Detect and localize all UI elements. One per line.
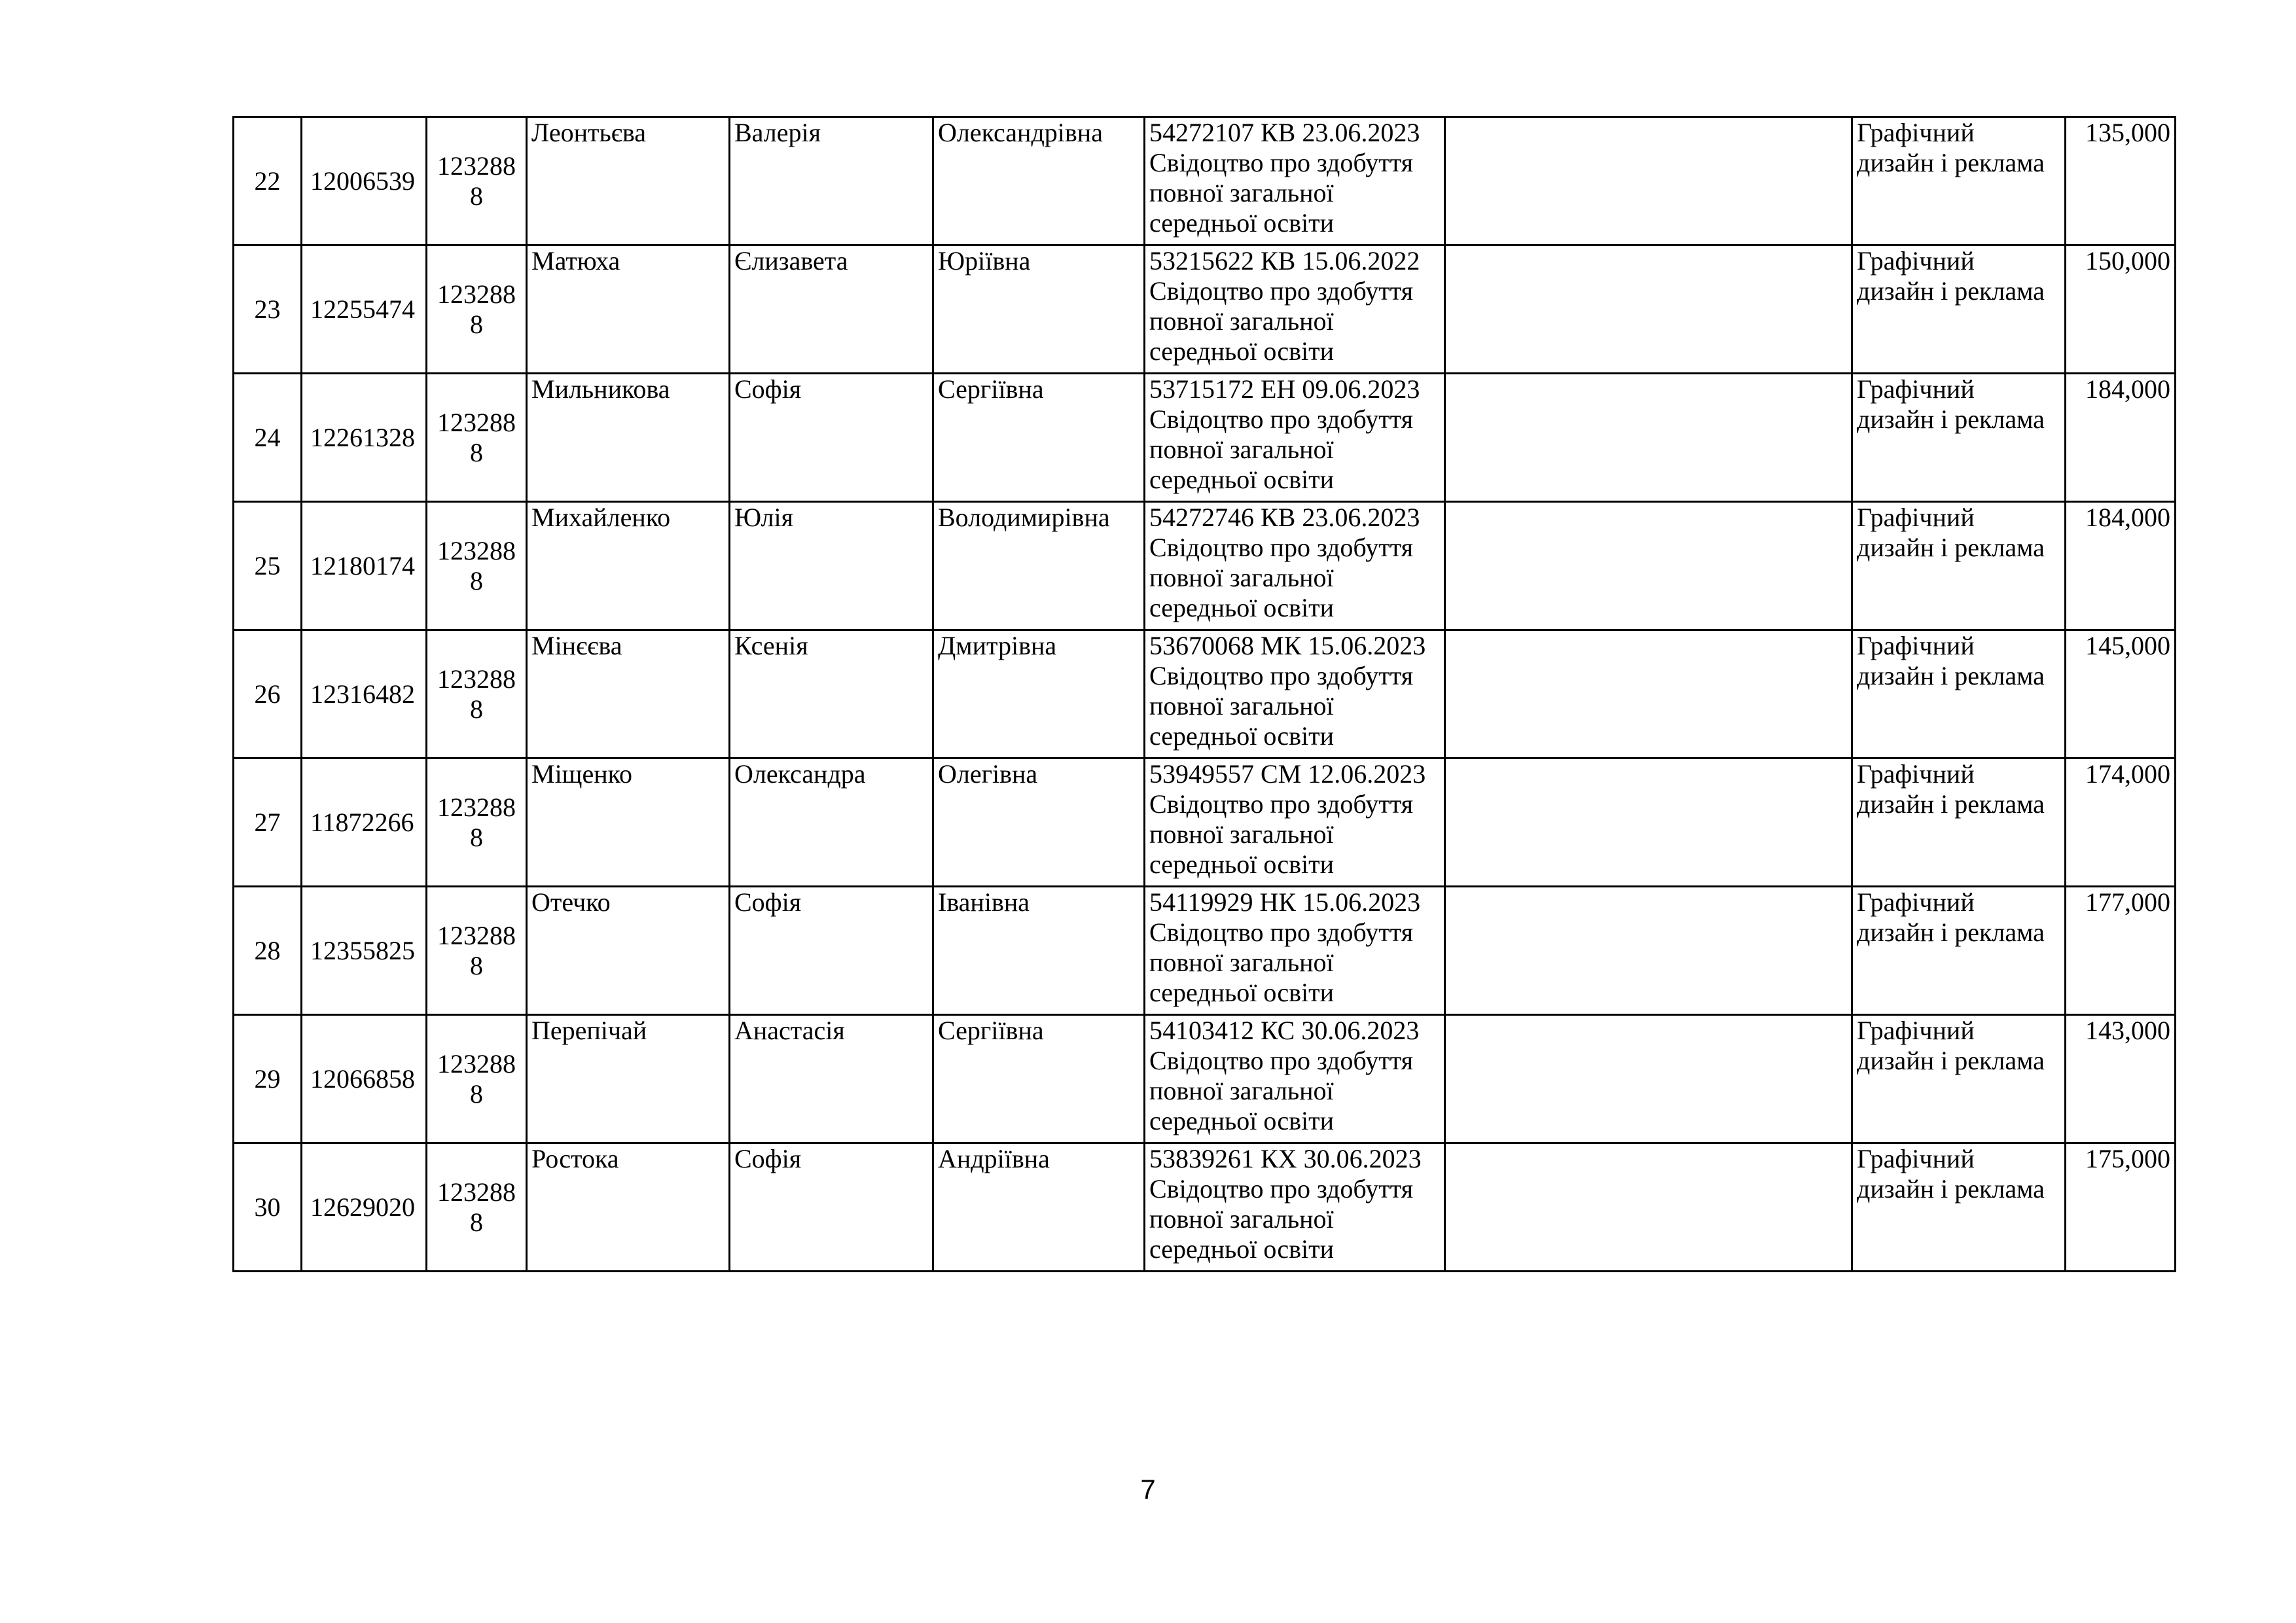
note-cell bbox=[1445, 117, 1852, 245]
program-code-cell bbox=[427, 374, 527, 502]
note-cell bbox=[1445, 245, 1852, 374]
patronymic-cell bbox=[933, 1015, 1145, 1143]
program-code-cell bbox=[427, 245, 527, 374]
specialty-cell bbox=[1852, 1015, 2066, 1143]
row-number-cell bbox=[234, 887, 302, 1015]
score-cell bbox=[2066, 887, 2176, 1015]
document-type-line: середньої освіти bbox=[1149, 593, 1334, 622]
surname-cell bbox=[527, 245, 730, 374]
first-name-cell bbox=[730, 117, 933, 245]
patronymic-cell bbox=[933, 245, 1145, 374]
first-name: Олександра bbox=[734, 759, 866, 789]
specialty-line: Графічний bbox=[1857, 503, 1975, 532]
document-number-date: 53839261 КХ 30.06.2023 bbox=[1149, 1144, 1422, 1173]
document-cell bbox=[1145, 117, 1445, 245]
document-type-line: Свідоцтво про здобуття bbox=[1149, 148, 1414, 177]
first-name-cell bbox=[730, 758, 933, 887]
patronymic: Андріївна bbox=[938, 1144, 1050, 1173]
first-name: Валерія bbox=[734, 118, 821, 147]
document-cell bbox=[1145, 887, 1445, 1015]
document-type-line: Свідоцтво про здобуття bbox=[1149, 533, 1414, 562]
row-number: 22 bbox=[254, 166, 281, 196]
first-name: Софія bbox=[734, 374, 802, 404]
document-type-line: Свідоцтво про здобуття bbox=[1149, 276, 1414, 306]
table-row bbox=[234, 117, 2176, 245]
patronymic: Володимирівна bbox=[938, 503, 1110, 532]
row-number: 24 bbox=[254, 422, 281, 452]
program-code: 1232888 bbox=[437, 664, 516, 724]
applicant-id-cell bbox=[302, 887, 427, 1015]
competitive-score: 174,000 bbox=[2085, 759, 2170, 789]
document-type-line: середньої освіти bbox=[1149, 1106, 1334, 1135]
document-type-line: повної загальної bbox=[1149, 563, 1334, 592]
specialty-line: дизайн і реклама bbox=[1857, 533, 2045, 562]
surname: Отечко bbox=[531, 887, 611, 917]
surname: Ростока bbox=[531, 1144, 619, 1173]
applicant-id-cell bbox=[302, 630, 427, 758]
specialty-line: дизайн і реклама bbox=[1857, 918, 2045, 947]
score-cell bbox=[2066, 1015, 2176, 1143]
program-code: 1232888 bbox=[437, 792, 516, 852]
patronymic: Сергіївна bbox=[938, 374, 1044, 404]
document-type-line: повної загальної bbox=[1149, 435, 1334, 464]
program-code: 1232888 bbox=[437, 407, 516, 467]
specialty-line: дизайн і реклама bbox=[1857, 404, 2045, 434]
program-code-cell bbox=[427, 1143, 527, 1272]
program-code-cell bbox=[427, 1015, 527, 1143]
applicant-id-cell bbox=[302, 1015, 427, 1143]
document-type-line: Свідоцтво про здобуття bbox=[1149, 1174, 1414, 1204]
document-type-line: середньої освіти bbox=[1149, 336, 1334, 366]
document-number-date: 53715172 ЕН 09.06.2023 bbox=[1149, 374, 1420, 404]
applicant-id-cell bbox=[302, 502, 427, 630]
document-type-line: середньої освіти bbox=[1149, 465, 1334, 494]
table-row bbox=[234, 887, 2176, 1015]
specialty-cell bbox=[1852, 758, 2066, 887]
document-number-date: 54272746 КВ 23.06.2023 bbox=[1149, 503, 1420, 532]
program-code: 1232888 bbox=[437, 279, 516, 339]
applicant-id-cell bbox=[302, 245, 427, 374]
patronymic: Олегівна bbox=[938, 759, 1038, 789]
first-name-cell bbox=[730, 630, 933, 758]
document-type-line: повної загальної bbox=[1149, 178, 1334, 207]
program-code: 1232888 bbox=[437, 535, 516, 596]
program-code-cell bbox=[427, 887, 527, 1015]
competitive-score: 135,000 bbox=[2085, 118, 2170, 147]
row-number-cell bbox=[234, 758, 302, 887]
surname: Перепічай bbox=[531, 1016, 647, 1045]
document-number-date: 54272107 КВ 23.06.2023 bbox=[1149, 118, 1420, 147]
row-number-cell bbox=[234, 630, 302, 758]
document-type-line: повної загальної bbox=[1149, 1076, 1334, 1105]
document-type-line: повної загальної bbox=[1149, 819, 1334, 849]
competitive-score: 177,000 bbox=[2085, 887, 2170, 917]
competitive-score: 175,000 bbox=[2085, 1144, 2170, 1173]
document-type-line: середньої освіти bbox=[1149, 721, 1334, 751]
specialty-line: Графічний bbox=[1857, 118, 1975, 147]
first-name-cell bbox=[730, 245, 933, 374]
applicant-id: 12316482 bbox=[310, 679, 415, 709]
program-code-cell bbox=[427, 630, 527, 758]
specialty-line: дизайн і реклама bbox=[1857, 148, 2045, 177]
applicant-id-cell bbox=[302, 758, 427, 887]
document-type-line: середньої освіти bbox=[1149, 1234, 1334, 1264]
patronymic: Сергіївна bbox=[938, 1016, 1044, 1045]
row-number: 27 bbox=[254, 807, 281, 837]
program-code-cell bbox=[427, 758, 527, 887]
first-name: Софія bbox=[734, 887, 802, 917]
first-name-cell bbox=[730, 887, 933, 1015]
row-number: 29 bbox=[254, 1063, 281, 1094]
patronymic-cell bbox=[933, 758, 1145, 887]
document-type-line: Свідоцтво про здобуття bbox=[1149, 918, 1414, 947]
document-type-line: середньої освіти bbox=[1149, 978, 1334, 1007]
surname-cell bbox=[527, 374, 730, 502]
document-type-line: Свідоцтво про здобуття bbox=[1149, 404, 1414, 434]
row-number-cell bbox=[234, 1143, 302, 1272]
surname-cell bbox=[527, 1143, 730, 1272]
score-cell bbox=[2066, 245, 2176, 374]
specialty-line: Графічний bbox=[1857, 631, 1975, 660]
first-name: Юлія bbox=[734, 503, 794, 532]
document-number-date: 54119929 НК 15.06.2023 bbox=[1149, 887, 1421, 917]
score-cell bbox=[2066, 630, 2176, 758]
document-cell bbox=[1145, 1015, 1445, 1143]
document-type-line: повної загальної bbox=[1149, 1204, 1334, 1234]
patronymic-cell bbox=[933, 502, 1145, 630]
first-name-cell bbox=[730, 1143, 933, 1272]
specialty-line: Графічний bbox=[1857, 1144, 1975, 1173]
applicant-id: 12066858 bbox=[310, 1063, 415, 1094]
applicant-id: 12629020 bbox=[310, 1192, 415, 1222]
specialty-cell bbox=[1852, 117, 2066, 245]
applicants-table bbox=[232, 116, 2176, 1272]
table-row bbox=[234, 1015, 2176, 1143]
row-number-cell bbox=[234, 117, 302, 245]
page-number: 7 bbox=[1140, 1474, 1156, 1505]
first-name: Анастасія bbox=[734, 1016, 845, 1045]
note-cell bbox=[1445, 1143, 1852, 1272]
score-cell bbox=[2066, 502, 2176, 630]
document-number-date: 53670068 МК 15.06.2023 bbox=[1149, 631, 1426, 660]
surname: Леонтьєва bbox=[531, 118, 647, 147]
document-number-date: 54103412 КС 30.06.2023 bbox=[1149, 1016, 1420, 1045]
document-cell bbox=[1145, 630, 1445, 758]
surname-cell bbox=[527, 1015, 730, 1143]
score-cell bbox=[2066, 1143, 2176, 1272]
document-cell bbox=[1145, 374, 1445, 502]
applicant-id-cell bbox=[302, 374, 427, 502]
score-cell bbox=[2066, 758, 2176, 887]
first-name-cell bbox=[730, 502, 933, 630]
first-name: Софія bbox=[734, 1144, 802, 1173]
table-row bbox=[234, 630, 2176, 758]
surname-cell bbox=[527, 887, 730, 1015]
first-name: Ксенія bbox=[734, 631, 808, 660]
applicant-id: 12255474 bbox=[310, 294, 415, 324]
program-code-cell bbox=[427, 117, 527, 245]
row-number: 30 bbox=[254, 1192, 281, 1222]
document-type-line: Свідоцтво про здобуття bbox=[1149, 789, 1414, 819]
specialty-cell bbox=[1852, 245, 2066, 374]
surname: Михайленко bbox=[531, 503, 671, 532]
competitive-score: 143,000 bbox=[2085, 1016, 2170, 1045]
score-cell bbox=[2066, 374, 2176, 502]
program-code: 1232888 bbox=[437, 151, 516, 211]
row-number-cell bbox=[234, 374, 302, 502]
program-code: 1232888 bbox=[437, 1048, 516, 1109]
table-row bbox=[234, 245, 2176, 374]
note-cell bbox=[1445, 887, 1852, 1015]
patronymic: Юріївна bbox=[938, 246, 1031, 276]
surname-cell bbox=[527, 502, 730, 630]
competitive-score: 184,000 bbox=[2085, 503, 2170, 532]
competitive-score: 150,000 bbox=[2085, 246, 2170, 276]
note-cell bbox=[1445, 1015, 1852, 1143]
surname: Матюха bbox=[531, 246, 620, 276]
surname-cell bbox=[527, 758, 730, 887]
note-cell bbox=[1445, 758, 1852, 887]
specialty-line: дизайн і реклама bbox=[1857, 276, 2045, 306]
competitive-score: 145,000 bbox=[2085, 631, 2170, 660]
document-type-line: середньої освіти bbox=[1149, 208, 1334, 238]
document-number-date: 53949557 СМ 12.06.2023 bbox=[1149, 759, 1426, 789]
specialty-cell bbox=[1852, 502, 2066, 630]
row-number-cell bbox=[234, 245, 302, 374]
first-name: Єлизавета bbox=[734, 246, 848, 276]
applicant-id: 12180174 bbox=[310, 550, 415, 580]
specialty-cell bbox=[1852, 887, 2066, 1015]
specialty-line: Графічний bbox=[1857, 887, 1975, 917]
document-cell bbox=[1145, 758, 1445, 887]
note-cell bbox=[1445, 502, 1852, 630]
document-type-line: повної загальної bbox=[1149, 306, 1334, 336]
table-row bbox=[234, 1143, 2176, 1272]
specialty-line: Графічний bbox=[1857, 1016, 1975, 1045]
patronymic: Іванівна bbox=[938, 887, 1030, 917]
table-body bbox=[234, 117, 2176, 1272]
patronymic-cell bbox=[933, 1143, 1145, 1272]
surname: Мінєєва bbox=[531, 631, 622, 660]
table-row bbox=[234, 758, 2176, 887]
surname-cell bbox=[527, 117, 730, 245]
program-code: 1232888 bbox=[437, 920, 516, 980]
applicant-id: 12006539 bbox=[310, 166, 415, 196]
specialty-line: дизайн і реклама bbox=[1857, 1046, 2045, 1075]
specialty-cell bbox=[1852, 630, 2066, 758]
document-type-line: повної загальної bbox=[1149, 691, 1334, 721]
document-type-line: середньої освіти bbox=[1149, 849, 1334, 879]
note-cell bbox=[1445, 374, 1852, 502]
specialty-line: дизайн і реклама bbox=[1857, 1174, 2045, 1204]
note-cell bbox=[1445, 630, 1852, 758]
table-row bbox=[234, 374, 2176, 502]
patronymic: Дмитрівна bbox=[938, 631, 1057, 660]
applicant-id-cell bbox=[302, 1143, 427, 1272]
specialty-line: дизайн і реклама bbox=[1857, 789, 2045, 819]
surname: Міщенко bbox=[531, 759, 633, 789]
document-number-date: 53215622 КВ 15.06.2022 bbox=[1149, 246, 1420, 276]
table-row bbox=[234, 502, 2176, 630]
specialty-line: дизайн і реклама bbox=[1857, 661, 2045, 690]
patronymic-cell bbox=[933, 887, 1145, 1015]
program-code-cell bbox=[427, 502, 527, 630]
patronymic: Олександрівна bbox=[938, 118, 1103, 147]
specialty-line: Графічний bbox=[1857, 759, 1975, 789]
score-cell bbox=[2066, 117, 2176, 245]
surname-cell bbox=[527, 630, 730, 758]
document-type-line: повної загальної bbox=[1149, 948, 1334, 977]
patronymic-cell bbox=[933, 630, 1145, 758]
patronymic-cell bbox=[933, 117, 1145, 245]
applicant-id: 11872266 bbox=[310, 807, 414, 837]
row-number-cell bbox=[234, 1015, 302, 1143]
document-cell bbox=[1145, 1143, 1445, 1272]
first-name-cell bbox=[730, 374, 933, 502]
row-number: 28 bbox=[254, 935, 281, 965]
applicant-id: 12355825 bbox=[310, 935, 415, 965]
specialty-line: Графічний bbox=[1857, 246, 1975, 276]
document-type-line: Свідоцтво про здобуття bbox=[1149, 1046, 1414, 1075]
surname: Мильникова bbox=[531, 374, 670, 404]
specialty-cell bbox=[1852, 374, 2066, 502]
specialty-cell bbox=[1852, 1143, 2066, 1272]
applicant-id: 12261328 bbox=[310, 422, 415, 452]
patronymic-cell bbox=[933, 374, 1145, 502]
competitive-score: 184,000 bbox=[2085, 374, 2170, 404]
program-code: 1232888 bbox=[437, 1177, 516, 1237]
specialty-line: Графічний bbox=[1857, 374, 1975, 404]
row-number: 26 bbox=[254, 679, 281, 709]
document-cell bbox=[1145, 245, 1445, 374]
document-type-line: Свідоцтво про здобуття bbox=[1149, 661, 1414, 690]
row-number-cell bbox=[234, 502, 302, 630]
applicant-id-cell bbox=[302, 117, 427, 245]
document-cell bbox=[1145, 502, 1445, 630]
first-name-cell bbox=[730, 1015, 933, 1143]
row-number: 25 bbox=[254, 550, 281, 580]
row-number: 23 bbox=[254, 294, 281, 324]
